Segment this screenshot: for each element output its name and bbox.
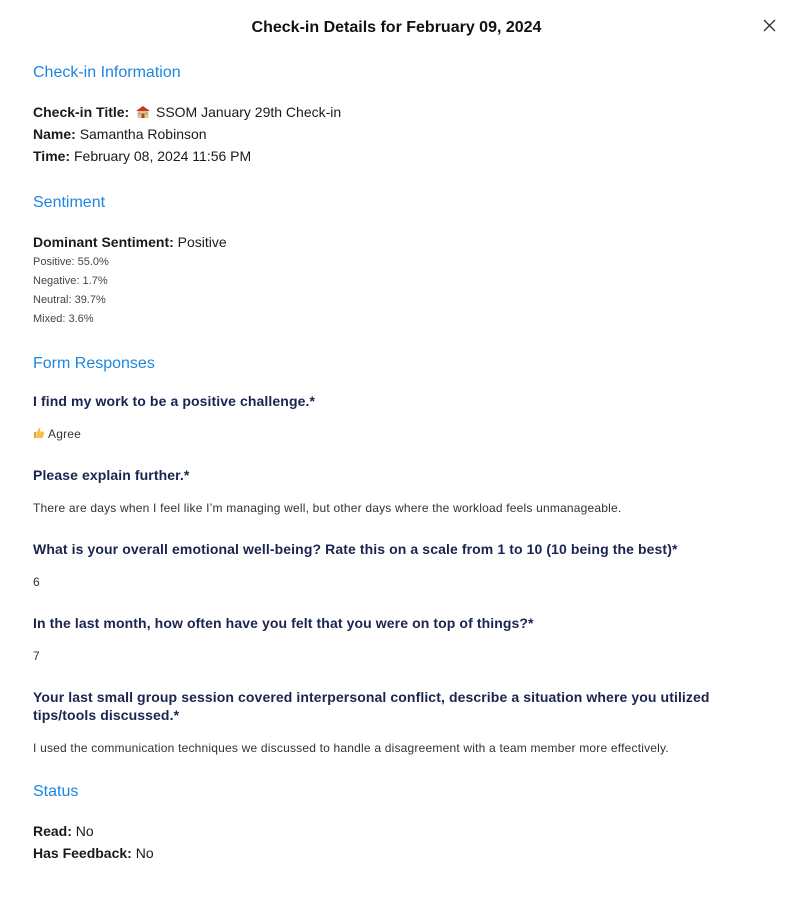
status-heading: Status <box>33 783 79 800</box>
checkin-title-value: SSOM January 29th Check-in <box>155 104 342 120</box>
question-3: What is your overall emotional well-being? Rate this on a scale from 1 to 10 (10 being the best)* <box>33 541 678 557</box>
sentiment-mixed: Mixed: 3.6% <box>33 313 94 325</box>
form-responses-heading: Form Responses <box>33 355 155 372</box>
name-value: Samantha Robinson <box>79 126 207 142</box>
dominant-sentiment-value: Positive <box>177 234 227 250</box>
name-row <box>33 126 207 142</box>
answer-3: 6 <box>33 575 40 589</box>
has-feedback-value: No <box>135 845 154 861</box>
read-label: Read: <box>33 823 72 839</box>
read-row <box>33 823 94 839</box>
close-icon[interactable] <box>757 14 781 38</box>
name-label: Name: <box>33 126 76 142</box>
question-4: In the last month, how often have you felt that you were on top of things?* <box>33 615 534 631</box>
read-value: No <box>75 823 94 839</box>
has-feedback-label: Has Feedback: <box>33 845 132 861</box>
answer-4: 7 <box>33 649 40 663</box>
answer-1 <box>33 427 81 441</box>
thumbs-up-icon <box>33 427 45 441</box>
question-5: Your last small group session covered interpersonal conflict, describe a situation where you utilized tips/tools discussed.* <box>33 689 710 723</box>
checkin-info-heading: Check-in Information <box>33 64 181 81</box>
checkin-title-row <box>33 104 341 120</box>
sentiment-neutral: Neutral: 39.7% <box>33 294 106 306</box>
time-row <box>33 148 251 164</box>
answer-2: There are days when I feel like I’m managing well, but other days where the workload feels unmanageable. <box>33 501 622 515</box>
sentiment-negative: Negative: 1.7% <box>33 275 108 287</box>
dominant-sentiment-label: Dominant Sentiment: <box>33 234 174 250</box>
sentiment-positive: Positive: 55.0% <box>33 256 109 268</box>
checkin-title-label: Check-in Title: <box>33 104 130 120</box>
time-label: Time: <box>33 148 71 164</box>
answer-1-text: Agree <box>48 427 82 441</box>
close-button[interactable] <box>757 14 781 38</box>
has-feedback-row <box>33 845 154 861</box>
sentiment-heading: Sentiment <box>33 194 106 211</box>
question-2: Please explain further.* <box>33 467 190 483</box>
modal-title: Check-in Details for February 09, 2024 <box>251 19 542 36</box>
question-1: I find my work to be a positive challenge.* <box>33 393 316 409</box>
time-value: February 08, 2024 11:56 PM <box>73 148 252 164</box>
answer-5: I used the communication techniques we discussed to handle a disagreement with a team member more effectively. <box>33 741 669 755</box>
dominant-sentiment-row <box>33 234 227 250</box>
school-house-icon <box>135 105 151 119</box>
